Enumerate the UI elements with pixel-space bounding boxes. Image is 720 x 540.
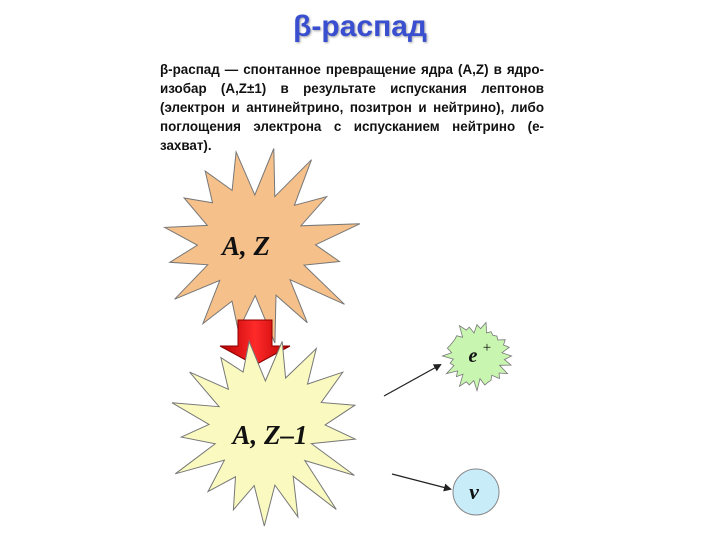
positron-charge: + (482, 340, 492, 356)
daughter-nucleus-label: A, Z–1 (232, 420, 308, 450)
neutrino-emission-arrow (392, 474, 450, 489)
positron-symbol: e (468, 345, 478, 367)
parent-nucleus-label: A, Z (221, 231, 271, 261)
positron-emission-arrow (384, 365, 440, 396)
neutrino-symbol: ν (469, 479, 479, 504)
slide-title: β-распад (293, 10, 427, 43)
beta-decay-definition: β-распад — спонтанное превращение ядра (A,Z) в ядро-изобар (A,Z±1) в результате испускания лептонов (электрон и антинейтрино, позитрон и нейтрино), либо поглощения электрона с испусканием нейтрино (е-захват). (160, 62, 544, 153)
